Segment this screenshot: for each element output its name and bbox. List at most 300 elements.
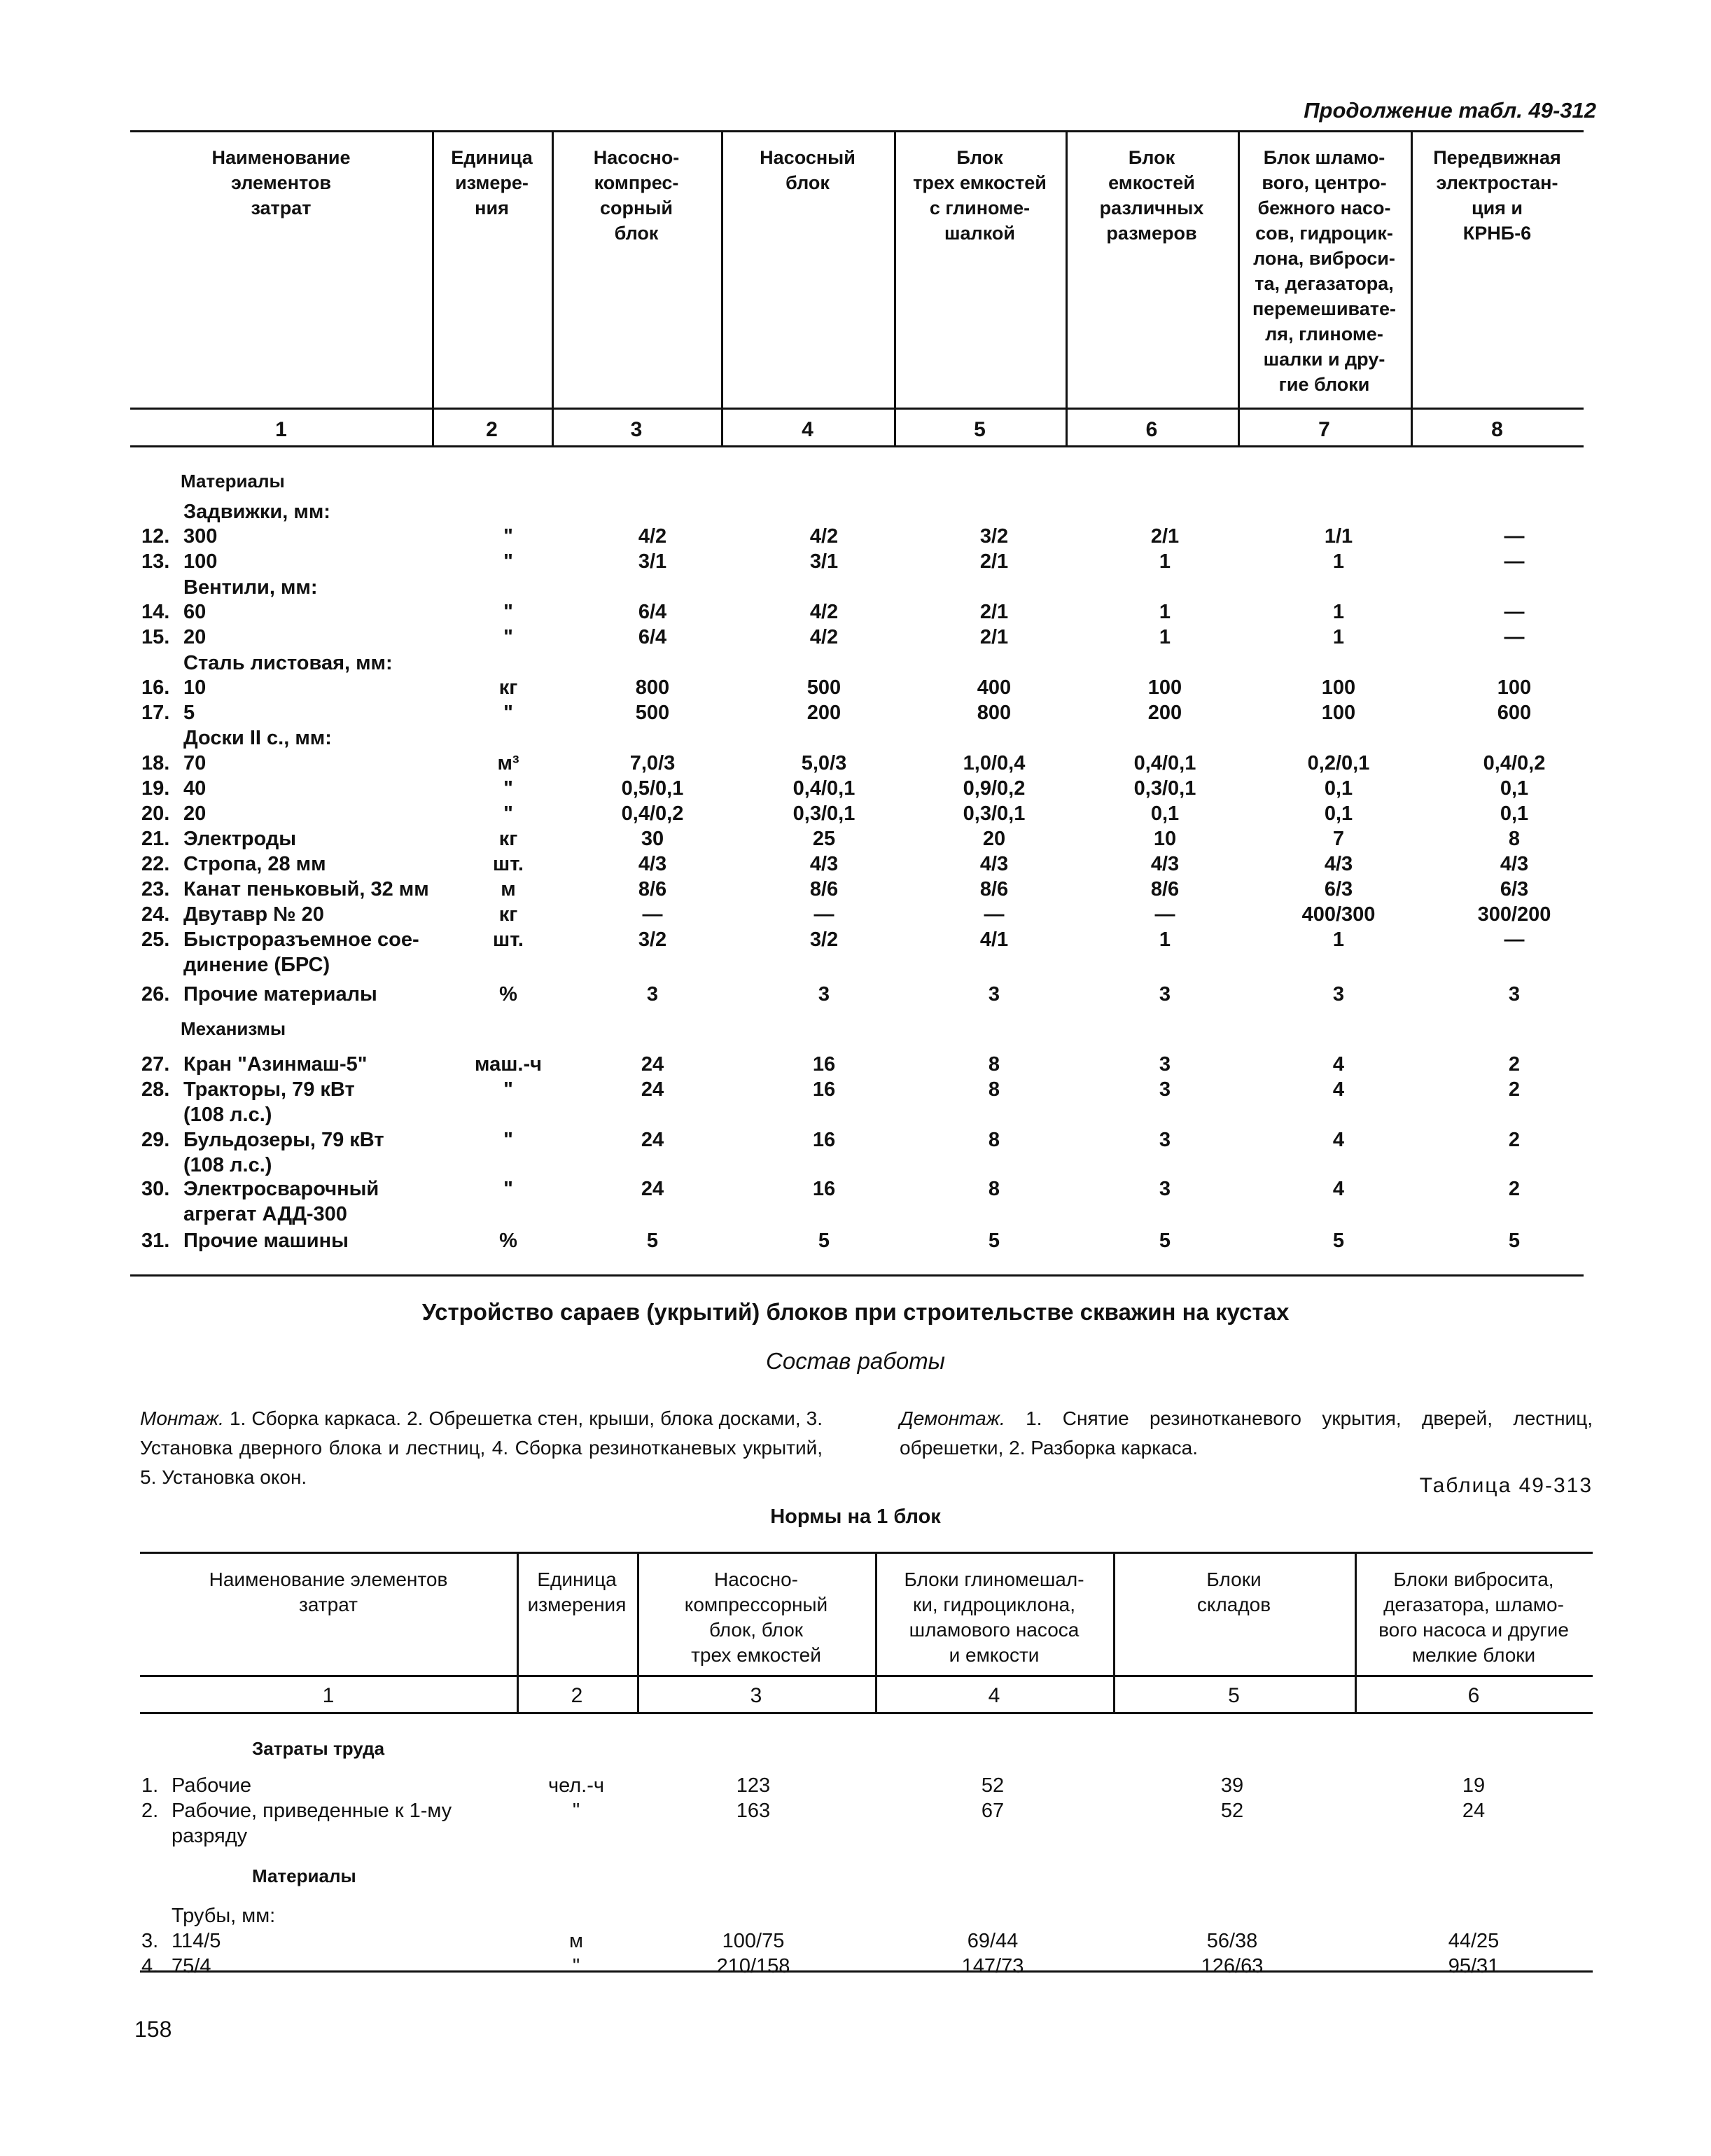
value-cell: 4 bbox=[1332, 1129, 1345, 1151]
table-row bbox=[0, 1798, 1711, 1847]
value-cell: 52 bbox=[981, 1774, 1005, 1797]
value-cell: 3 bbox=[1508, 983, 1521, 1006]
value-cell: 5 bbox=[988, 1230, 1000, 1252]
table2-column-number: 6 bbox=[1467, 1684, 1480, 1707]
table-row bbox=[0, 801, 1711, 826]
header-line: шламового насоса bbox=[909, 1619, 1080, 1641]
row-label: 114/5 bbox=[172, 1930, 221, 1952]
header-line: блок bbox=[614, 223, 659, 244]
montage-paragraph bbox=[140, 1404, 823, 1492]
unit-cell: " bbox=[503, 702, 513, 724]
row-label: 60 bbox=[183, 601, 207, 623]
row-label: Задвижки, мм: bbox=[183, 501, 330, 523]
value-cell: 3/2 bbox=[638, 929, 667, 951]
table-row bbox=[0, 524, 1711, 549]
table-row bbox=[0, 675, 1711, 700]
header-line: шалки и дру- bbox=[1263, 349, 1385, 370]
row-label: Двутавр № 20 bbox=[183, 903, 324, 926]
value-cell: 1 bbox=[1332, 626, 1345, 648]
table1-column-divider bbox=[894, 132, 896, 447]
page-number: 158 bbox=[134, 2017, 172, 2042]
value-cell: 69/44 bbox=[967, 1930, 1019, 1952]
table1-column-divider bbox=[721, 132, 723, 447]
value-cell: 4 bbox=[1332, 1078, 1345, 1101]
row-label: Сталь листовая, мм: bbox=[183, 652, 393, 674]
row-label: Прочие машины bbox=[183, 1230, 349, 1252]
value-cell: 8 bbox=[1508, 828, 1521, 850]
table1-colnum-rule bbox=[130, 445, 1584, 447]
row-label-continued: агрегат АДД-300 bbox=[183, 1203, 347, 1225]
subheading-row bbox=[0, 575, 1711, 600]
row-label: 70 bbox=[183, 752, 207, 774]
header-line: Блок bbox=[956, 147, 1003, 168]
table1-top-rule bbox=[130, 130, 1584, 132]
demontage-text: 1. Снятие резинотканевого укрытия, дверей, лестниц, обрешетки, 2. Разборка каркаса. bbox=[900, 1407, 1593, 1459]
header-line: ция и bbox=[1471, 197, 1523, 218]
value-cell: 2 bbox=[1508, 1078, 1521, 1101]
subheading-row bbox=[0, 725, 1711, 751]
unit-cell: " bbox=[503, 626, 513, 648]
header-line: компрессорный bbox=[684, 1594, 828, 1615]
table1-column-number: 4 bbox=[802, 418, 813, 441]
value-cell: 0,3/0,1 bbox=[792, 802, 856, 825]
table2-header-cell bbox=[1116, 1567, 1352, 1618]
unit-cell: маш.-ч bbox=[475, 1053, 542, 1076]
value-cell: 3/2 bbox=[809, 929, 839, 951]
value-cell: 500 bbox=[806, 676, 841, 699]
unit-cell: % bbox=[499, 1230, 517, 1252]
row-number: 28. bbox=[141, 1078, 170, 1101]
header-line: затрат bbox=[251, 197, 312, 218]
value-cell: 6/3 bbox=[1324, 878, 1353, 900]
value-cell: 3 bbox=[988, 983, 1000, 1006]
value-cell: 2/1 bbox=[979, 626, 1009, 648]
value-cell: 1 bbox=[1332, 550, 1345, 573]
table2-column-number: 4 bbox=[988, 1684, 1000, 1707]
header-line: ния bbox=[475, 197, 509, 218]
header-line: Блоки вибросита, bbox=[1393, 1569, 1554, 1590]
value-cell: 3/1 bbox=[809, 550, 839, 573]
row-number: 27. bbox=[141, 1053, 170, 1076]
row-number: 24. bbox=[141, 903, 170, 926]
table-row bbox=[0, 982, 1711, 1007]
table1-header-rule bbox=[130, 408, 1584, 410]
table2-top-rule bbox=[140, 1552, 1593, 1554]
value-cell: 10 bbox=[1153, 828, 1177, 850]
row-number: 18. bbox=[141, 752, 170, 774]
row-number: 23. bbox=[141, 878, 170, 900]
table1-column-number: 5 bbox=[974, 418, 986, 441]
value-cell: 4/3 bbox=[638, 853, 667, 875]
table1-header-cell bbox=[724, 145, 891, 195]
value-cell: 0,4/0,2 bbox=[621, 802, 684, 825]
header-line: Передвижная bbox=[1433, 147, 1561, 168]
subheading-row bbox=[0, 651, 1711, 676]
row-number: 13. bbox=[141, 550, 170, 573]
value-cell: 7,0/3 bbox=[629, 752, 676, 774]
value-cell: 100 bbox=[1321, 702, 1356, 724]
value-cell: 4/2 bbox=[809, 601, 839, 623]
row-label: 20 bbox=[183, 626, 207, 648]
table1-column-number: 2 bbox=[486, 418, 498, 441]
table-row bbox=[0, 776, 1711, 801]
value-cell: 3/2 bbox=[979, 525, 1009, 548]
value-cell: 2/1 bbox=[979, 550, 1009, 573]
header-line: с глиноме- bbox=[929, 197, 1031, 218]
table-row bbox=[0, 1077, 1711, 1126]
row-number: 19. bbox=[141, 777, 170, 800]
value-cell: 30 bbox=[641, 828, 664, 850]
value-cell: 95/31 bbox=[1448, 1955, 1500, 1977]
value-cell: 600 bbox=[1497, 702, 1532, 724]
value-cell: 123 bbox=[736, 1774, 771, 1797]
table2-column-number: 1 bbox=[322, 1684, 335, 1707]
header-line: КРНБ-6 bbox=[1462, 223, 1532, 244]
value-cell: — bbox=[1504, 929, 1525, 951]
header-line: Блок шламо- bbox=[1263, 147, 1385, 168]
value-cell: 24 bbox=[641, 1078, 664, 1101]
row-label-continued: динение (БРС) bbox=[183, 954, 330, 976]
row-number: 14. bbox=[141, 601, 170, 623]
header-line: электростан- bbox=[1436, 172, 1558, 193]
unit-cell: " bbox=[503, 1078, 513, 1101]
table1-header-cell bbox=[133, 145, 429, 221]
value-cell: 39 bbox=[1220, 1774, 1244, 1797]
header-line: измерения bbox=[527, 1594, 627, 1615]
value-cell: 0,3/0,1 bbox=[1133, 777, 1196, 800]
table-row bbox=[0, 902, 1711, 927]
unit-cell: чел.-ч bbox=[547, 1774, 605, 1797]
table2-header-rule bbox=[140, 1675, 1593, 1677]
table1-column-number: 1 bbox=[275, 418, 287, 441]
value-cell: 210/158 bbox=[716, 1955, 790, 1977]
value-cell: 3 bbox=[818, 983, 830, 1006]
row-number: 12. bbox=[141, 525, 170, 548]
value-cell: 500 bbox=[635, 702, 670, 724]
row-label: 75/4 bbox=[172, 1955, 211, 1977]
header-line: ки, гидроциклона, bbox=[912, 1594, 1076, 1615]
value-cell: 5 bbox=[1159, 1230, 1171, 1252]
header-line: ля, глиноме- bbox=[1265, 324, 1383, 345]
norms-title: Нормы на 1 блок bbox=[770, 1505, 941, 1528]
section-heading-row bbox=[0, 1863, 1711, 1888]
row-number: 4. bbox=[141, 1955, 159, 1977]
value-cell: 3 bbox=[1159, 983, 1171, 1006]
table-row bbox=[0, 1773, 1711, 1798]
table-row bbox=[0, 927, 1711, 976]
table1-header-cell bbox=[1413, 145, 1581, 246]
row-label-continued: разряду bbox=[172, 1825, 248, 1847]
value-cell: 126/63 bbox=[1201, 1955, 1264, 1977]
value-cell: 6/4 bbox=[638, 626, 667, 648]
header-line: Насосно- bbox=[593, 147, 680, 168]
value-cell: 100/75 bbox=[722, 1930, 785, 1952]
row-label: Электроды bbox=[183, 828, 297, 850]
header-line: блок bbox=[785, 172, 830, 193]
header-line: сов, гидроцик- bbox=[1255, 223, 1393, 244]
value-cell: 4/2 bbox=[809, 626, 839, 648]
value-cell: 0,9/0,2 bbox=[963, 777, 1026, 800]
header-line: сорный bbox=[600, 197, 673, 218]
row-label-continued: (108 л.с.) bbox=[183, 1154, 272, 1176]
value-cell: 52 bbox=[1220, 1800, 1244, 1822]
value-cell: 2 bbox=[1508, 1053, 1521, 1076]
unit-cell: " bbox=[503, 1178, 513, 1200]
table1-bottom-rule bbox=[130, 1274, 1584, 1277]
header-line: Единица bbox=[451, 147, 533, 168]
value-cell: — bbox=[1504, 550, 1525, 573]
unit-cell: м bbox=[569, 1930, 583, 1952]
header-line: элементов bbox=[231, 172, 331, 193]
header-line: дегазатора, шламо- bbox=[1383, 1594, 1564, 1615]
header-line: та, дегазатора, bbox=[1255, 273, 1394, 294]
unit-cell: " bbox=[503, 802, 513, 825]
section-heading-row bbox=[0, 1735, 1711, 1760]
section-title: Устройство сараев (укрытий) блоков при строительстве скважин на кустах bbox=[421, 1299, 1290, 1325]
table-row bbox=[0, 599, 1711, 625]
header-line: Блок bbox=[1128, 147, 1175, 168]
table1-column-divider bbox=[1066, 132, 1068, 447]
table-row bbox=[0, 1228, 1711, 1253]
header-line: вого насоса и другие bbox=[1378, 1619, 1569, 1641]
header-line: и емкости bbox=[949, 1644, 1040, 1666]
row-number: 29. bbox=[141, 1129, 170, 1151]
value-cell: 16 bbox=[812, 1053, 836, 1076]
row-label-continued: (108 л.с.) bbox=[183, 1104, 272, 1126]
value-cell: 3 bbox=[1332, 983, 1345, 1006]
value-cell: 400/300 bbox=[1301, 903, 1376, 926]
row-label: 5 bbox=[183, 702, 195, 724]
value-cell: 0,1 bbox=[1500, 802, 1529, 825]
header-line: мелкие блоки bbox=[1411, 1644, 1536, 1666]
value-cell: — bbox=[813, 903, 834, 926]
table2-header-cell bbox=[640, 1567, 872, 1668]
value-cell: 56/38 bbox=[1206, 1930, 1258, 1952]
header-line: гие блоки bbox=[1278, 374, 1370, 395]
value-cell: 7 bbox=[1332, 828, 1345, 850]
header-line: складов bbox=[1196, 1594, 1271, 1615]
unit-cell: кг bbox=[498, 903, 518, 926]
table2-header-cell bbox=[143, 1567, 514, 1618]
row-label: Тракторы, 79 кВт bbox=[183, 1078, 355, 1101]
row-number: 2. bbox=[141, 1800, 159, 1822]
value-cell: 0,5/0,1 bbox=[621, 777, 684, 800]
row-label: 100 bbox=[183, 550, 218, 573]
row-label: Бульдозеры, 79 кВт bbox=[183, 1129, 384, 1151]
section-heading: Затраты труда bbox=[252, 1738, 385, 1759]
value-cell: 1 bbox=[1332, 929, 1345, 951]
section-heading: Материалы bbox=[181, 471, 285, 492]
value-cell: 1 bbox=[1159, 929, 1171, 951]
table1-column-divider bbox=[1238, 132, 1240, 447]
value-cell: 4/2 bbox=[809, 525, 839, 548]
value-cell: 1 bbox=[1332, 601, 1345, 623]
table-row bbox=[0, 1176, 1711, 1225]
row-number: 3. bbox=[141, 1930, 159, 1952]
value-cell: 25 bbox=[812, 828, 836, 850]
value-cell: 5 bbox=[818, 1230, 830, 1252]
section-heading-row bbox=[0, 1015, 1711, 1041]
table-row bbox=[0, 851, 1711, 877]
table1-header-cell bbox=[1241, 145, 1408, 397]
table2-column-number: 5 bbox=[1228, 1684, 1240, 1707]
value-cell: 2/1 bbox=[979, 601, 1009, 623]
value-cell: 4/3 bbox=[1324, 853, 1353, 875]
section-heading: Механизмы bbox=[181, 1018, 286, 1039]
unit-cell: " bbox=[572, 1955, 580, 1977]
value-cell: 8 bbox=[988, 1053, 1000, 1076]
table-row bbox=[0, 549, 1711, 574]
row-label: Доски II с., мм: bbox=[183, 727, 332, 749]
header-line: измере- bbox=[455, 172, 529, 193]
table1-header-cell bbox=[554, 145, 718, 246]
unit-cell: шт. bbox=[493, 929, 524, 951]
row-number: 15. bbox=[141, 626, 170, 648]
section-heading-row bbox=[0, 468, 1711, 493]
value-cell: 5 bbox=[1508, 1230, 1521, 1252]
value-cell: 6/3 bbox=[1500, 878, 1529, 900]
value-cell: 16 bbox=[812, 1078, 836, 1101]
value-cell: — bbox=[984, 903, 1005, 926]
value-cell: 8 bbox=[988, 1178, 1000, 1200]
row-label: 20 bbox=[183, 802, 207, 825]
table1-column-divider bbox=[432, 132, 434, 447]
row-number: 31. bbox=[141, 1230, 170, 1252]
value-cell: 800 bbox=[635, 676, 670, 699]
value-cell: 8 bbox=[988, 1078, 1000, 1101]
value-cell: 100 bbox=[1147, 676, 1182, 699]
value-cell: 3 bbox=[1159, 1078, 1171, 1101]
value-cell: 8 bbox=[988, 1129, 1000, 1151]
value-cell: 4/1 bbox=[979, 929, 1009, 951]
table1-header-cell bbox=[435, 145, 549, 221]
value-cell: 19 bbox=[1462, 1774, 1486, 1797]
value-cell: 0,2/0,1 bbox=[1307, 752, 1370, 774]
section-heading: Материалы bbox=[252, 1865, 356, 1886]
unit-cell: " bbox=[503, 550, 513, 573]
value-cell: 8/6 bbox=[979, 878, 1009, 900]
value-cell: 5,0/3 bbox=[801, 752, 847, 774]
value-cell: 0,4/0,1 bbox=[792, 777, 856, 800]
header-line: бежного насо- bbox=[1257, 197, 1391, 218]
value-cell: 8/6 bbox=[638, 878, 667, 900]
value-cell: 0,1 bbox=[1500, 777, 1529, 800]
row-number: 26. bbox=[141, 983, 170, 1006]
unit-cell: " bbox=[503, 1129, 513, 1151]
value-cell: 2 bbox=[1508, 1178, 1521, 1200]
value-cell: 200 bbox=[806, 702, 841, 724]
row-label: Быстроразъемное сое- bbox=[183, 929, 419, 951]
table-row bbox=[0, 700, 1711, 725]
value-cell: — bbox=[1504, 626, 1525, 648]
header-line: шалкой bbox=[944, 223, 1015, 244]
value-cell: 24 bbox=[641, 1178, 664, 1200]
unit-cell: шт. bbox=[493, 853, 524, 875]
continuation-caption: Продолжение табл. 49-312 bbox=[1304, 98, 1596, 123]
value-cell: 3 bbox=[646, 983, 659, 1006]
value-cell: 800 bbox=[977, 702, 1012, 724]
demontage-paragraph bbox=[900, 1404, 1593, 1463]
value-cell: 2/1 bbox=[1150, 525, 1180, 548]
table2-header-cell bbox=[878, 1567, 1110, 1668]
value-cell: 3/1 bbox=[638, 550, 667, 573]
table1-header-cell bbox=[897, 145, 1063, 246]
value-cell: 0,4/0,1 bbox=[1133, 752, 1196, 774]
value-cell: 2 bbox=[1508, 1129, 1521, 1151]
header-line: трех емкостей bbox=[691, 1644, 821, 1666]
value-cell: 4 bbox=[1332, 1178, 1345, 1200]
row-label: Трубы, мм: bbox=[172, 1905, 276, 1927]
value-cell: 100 bbox=[1497, 676, 1532, 699]
table1-column-divider bbox=[552, 132, 554, 447]
header-line: лона, виброси- bbox=[1253, 248, 1395, 269]
header-line: Блоки глиномешал- bbox=[904, 1569, 1084, 1590]
montage-text: 1. Сборка каркаса. 2. Обрешетка стен, крыши, блока досками, 3. Установка дверного блока и лестниц, 4. Сборка резинотканевых укрытий, 5. Установка окон. bbox=[140, 1407, 823, 1488]
row-label: 300 bbox=[183, 525, 218, 548]
row-number: 16. bbox=[141, 676, 170, 699]
value-cell: 5 bbox=[646, 1230, 659, 1252]
value-cell: 4/3 bbox=[1150, 853, 1180, 875]
row-number: 1. bbox=[141, 1774, 159, 1797]
row-label: 10 bbox=[183, 676, 207, 699]
value-cell: 16 bbox=[812, 1178, 836, 1200]
value-cell: 0,3/0,1 bbox=[963, 802, 1026, 825]
row-label: Канат пеньковый, 32 мм bbox=[183, 878, 429, 900]
value-cell: 4 bbox=[1332, 1053, 1345, 1076]
header-line: Наименование элементов bbox=[209, 1569, 448, 1590]
value-cell: 1 bbox=[1159, 601, 1171, 623]
unit-cell: " bbox=[503, 525, 513, 548]
header-line: затрат bbox=[299, 1594, 358, 1615]
row-number: 17. bbox=[141, 702, 170, 724]
value-cell: 1,0/0,4 bbox=[963, 752, 1026, 774]
value-cell: 4/3 bbox=[1500, 853, 1529, 875]
row-number: 22. bbox=[141, 853, 170, 875]
montage-label: Монтаж. bbox=[140, 1407, 224, 1429]
value-cell: 4/3 bbox=[979, 853, 1009, 875]
row-number: 25. bbox=[141, 929, 170, 951]
row-label: Вентили, мм: bbox=[183, 576, 318, 599]
value-cell: 0,4/0,2 bbox=[1483, 752, 1546, 774]
unit-cell: кг bbox=[498, 676, 518, 699]
table2-colnum-rule bbox=[140, 1712, 1593, 1714]
table-row bbox=[0, 1052, 1711, 1077]
row-number: 21. bbox=[141, 828, 170, 850]
value-cell: 8/6 bbox=[809, 878, 839, 900]
table-row bbox=[0, 826, 1711, 851]
row-label: Рабочие bbox=[172, 1774, 252, 1797]
value-cell: — bbox=[1154, 903, 1175, 926]
value-cell: 1 bbox=[1159, 626, 1171, 648]
subheading-row bbox=[0, 499, 1711, 524]
row-label: Рабочие, приведенные к 1-му bbox=[172, 1800, 452, 1822]
table-label: Таблица 49-313 bbox=[1419, 1474, 1593, 1497]
header-line: перемешивате- bbox=[1252, 298, 1397, 319]
value-cell: 3 bbox=[1159, 1178, 1171, 1200]
value-cell: 400 bbox=[977, 676, 1012, 699]
value-cell: 0,1 bbox=[1324, 802, 1353, 825]
table-row bbox=[0, 1954, 1711, 1979]
value-cell: 1/1 bbox=[1324, 525, 1353, 548]
table-row bbox=[0, 1928, 1711, 1954]
row-label: Стропа, 28 мм bbox=[183, 853, 326, 875]
header-line: Единица bbox=[537, 1569, 617, 1590]
value-cell: 67 bbox=[981, 1800, 1005, 1822]
value-cell: 24 bbox=[1462, 1800, 1486, 1822]
header-line: Блоки bbox=[1206, 1569, 1262, 1590]
value-cell: 3 bbox=[1159, 1053, 1171, 1076]
header-line: вого, центро- bbox=[1262, 172, 1387, 193]
